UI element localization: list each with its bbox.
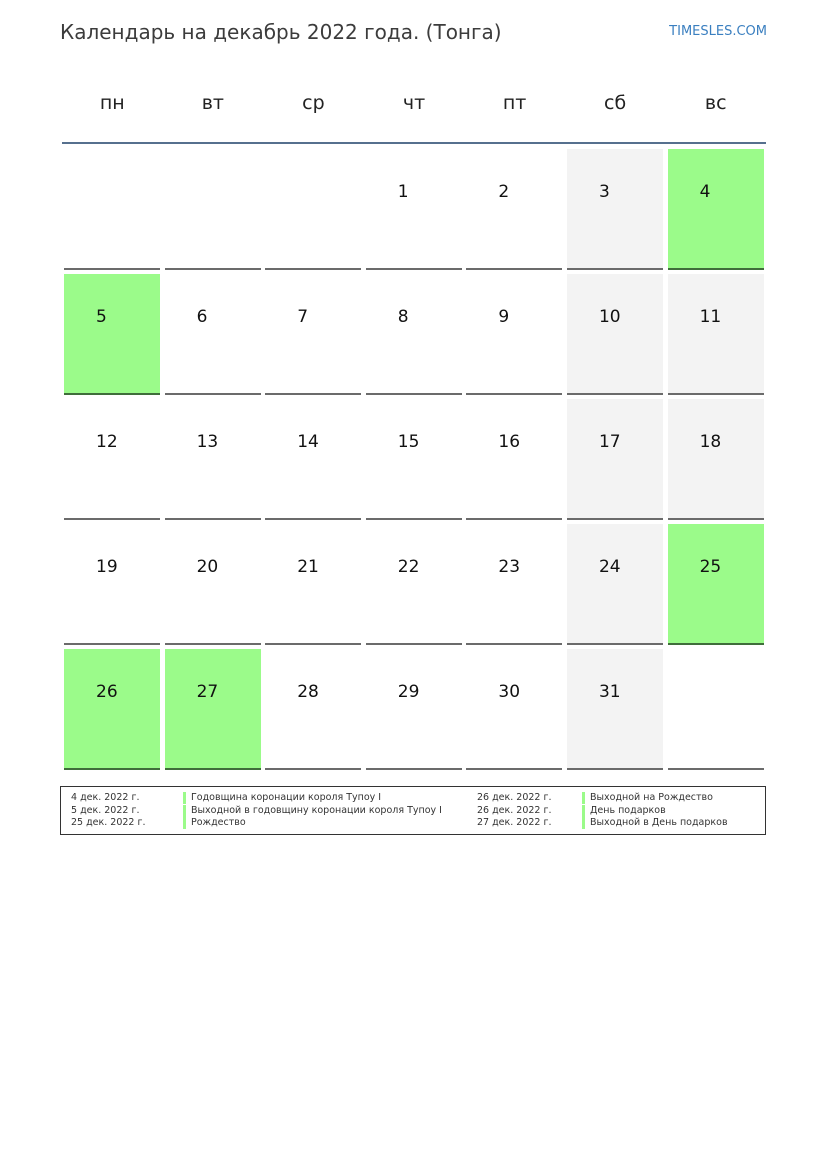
day-number: 31 (598, 682, 621, 702)
legend-row (477, 792, 762, 805)
day-number: 29 (397, 682, 420, 702)
day-cell-6[interactable] (165, 274, 261, 395)
legend-column (71, 792, 471, 830)
day-number: 18 (699, 432, 722, 452)
day-number: 24 (598, 557, 621, 577)
day-number: 14 (297, 432, 319, 452)
day-number: 15 (397, 432, 420, 452)
day-cell-14[interactable] (265, 399, 361, 520)
day-cell-23[interactable] (466, 524, 562, 645)
day-cell-22[interactable] (366, 524, 462, 645)
legend-holiday-name: Выходной в годовщину коронации короля Тупоу I (191, 804, 442, 816)
weekday-label: сб (604, 92, 627, 114)
day-cell-20[interactable] (165, 524, 261, 645)
day-number: 26 (96, 682, 118, 702)
day-cell-31[interactable] (567, 649, 663, 770)
brand-link[interactable]: TIMESLES.COM (669, 24, 767, 39)
day-cell-13[interactable] (165, 399, 261, 520)
empty-cell (265, 149, 361, 270)
day-number: 22 (397, 557, 420, 577)
day-number: 27 (196, 682, 219, 702)
calendar-grid (64, 149, 764, 770)
day-number: 17 (598, 432, 621, 452)
legend-holiday-name: Рождество (191, 817, 246, 828)
weekday-label: вт (201, 92, 224, 114)
day-cell-12[interactable] (64, 399, 160, 520)
legend-date: 27 дек. 2022 г. (477, 817, 552, 828)
day-cell-29[interactable] (366, 649, 462, 770)
holiday-marker (183, 792, 186, 804)
day-cell-26[interactable] (64, 649, 160, 770)
empty-cell (64, 149, 160, 270)
legend-row (71, 792, 471, 805)
day-cell-3[interactable] (567, 149, 663, 270)
day-number: 13 (196, 432, 219, 452)
day-cell-25[interactable] (668, 524, 764, 645)
day-cell-10[interactable] (567, 274, 663, 395)
legend-date: 26 дек. 2022 г. (477, 792, 552, 803)
weekday-label: ср (302, 92, 325, 114)
legend-row (477, 805, 762, 818)
day-cell-28[interactable] (265, 649, 361, 770)
day-number: 23 (498, 557, 521, 577)
legend-row (477, 817, 762, 830)
weekday-label: чт (402, 92, 426, 114)
day-number: 19 (96, 557, 118, 577)
day-number: 20 (196, 557, 219, 577)
day-number: 28 (297, 682, 319, 702)
legend-holiday-name: Выходной в День подарков (590, 817, 728, 828)
day-number: 5 (96, 307, 107, 327)
weekday-label: пт (502, 92, 527, 114)
day-number: 1 (397, 182, 409, 202)
day-number: 6 (196, 307, 208, 327)
day-number: 3 (598, 182, 610, 202)
day-cell-16[interactable] (466, 399, 562, 520)
holiday-marker (582, 792, 585, 804)
holiday-marker (582, 817, 585, 829)
weekday-label: вс (704, 92, 727, 114)
legend-holiday-name: Выходной на Рождество (590, 792, 713, 803)
day-cell-15[interactable] (366, 399, 462, 520)
day-number: 11 (699, 307, 722, 327)
legend-row (71, 805, 471, 818)
day-number: 10 (598, 307, 621, 327)
day-number: 9 (498, 307, 510, 327)
day-cell-9[interactable] (466, 274, 562, 395)
holiday-marker (183, 805, 186, 817)
legend-date: 5 дек. 2022 г. (71, 804, 140, 816)
legend-date: 4 дек. 2022 г. (71, 792, 140, 803)
day-number: 8 (397, 307, 409, 327)
day-cell-7[interactable] (265, 274, 361, 395)
holiday-marker (582, 805, 585, 817)
day-number: 25 (699, 557, 722, 577)
day-cell-1[interactable] (366, 149, 462, 270)
legend-date: 25 дек. 2022 г. (71, 817, 146, 828)
day-cell-17[interactable] (567, 399, 663, 520)
day-cell-11[interactable] (668, 274, 764, 395)
legend-row (71, 817, 471, 830)
day-cell-21[interactable] (265, 524, 361, 645)
day-cell-27[interactable] (165, 649, 261, 770)
weekday-label: пн (99, 92, 125, 114)
legend-column (477, 792, 762, 830)
day-number: 7 (297, 307, 309, 327)
legend-holiday-name: День подарков (590, 804, 666, 816)
day-cell-18[interactable] (668, 399, 764, 520)
page-title: Календарь на декабрь 2022 года. (Тонга) (60, 20, 502, 44)
weekday-header (62, 84, 766, 144)
holiday-legend (60, 786, 766, 835)
legend-holiday-name: Годовщина коронации короля Тупоу I (191, 792, 382, 803)
day-cell-8[interactable] (366, 274, 462, 395)
holiday-marker (183, 817, 186, 829)
day-number: 2 (498, 182, 510, 202)
day-cell-19[interactable] (64, 524, 160, 645)
day-cell-24[interactable] (567, 524, 663, 645)
empty-cell (165, 149, 261, 270)
empty-cell (668, 649, 764, 770)
day-number: 16 (498, 432, 521, 452)
day-cell-4[interactable] (668, 149, 764, 270)
day-number: 30 (498, 682, 521, 702)
legend-date: 26 дек. 2022 г. (477, 804, 552, 816)
day-cell-2[interactable] (466, 149, 562, 270)
day-cell-30[interactable] (466, 649, 562, 770)
day-number: 21 (297, 557, 319, 577)
day-cell-5[interactable] (64, 274, 160, 395)
day-number: 12 (96, 432, 118, 452)
day-number: 4 (699, 182, 711, 202)
